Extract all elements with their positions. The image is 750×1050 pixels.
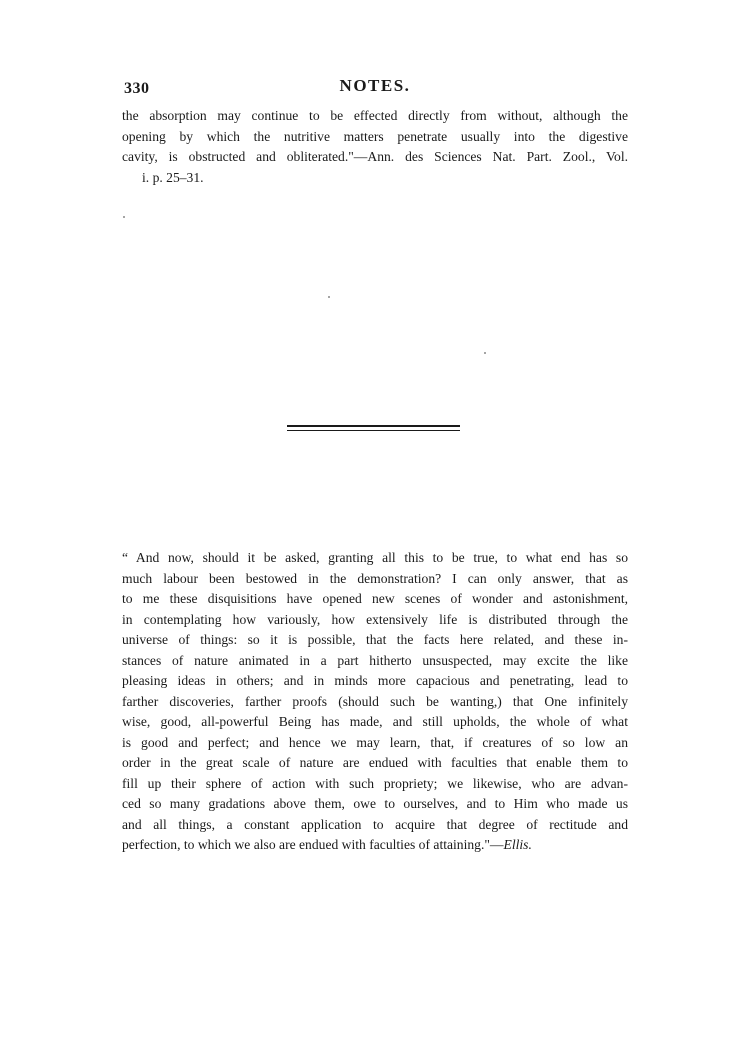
text-line-final xyxy=(122,835,628,856)
text-line: “ And now, should it be asked, granting all this to be true, to what end has so xyxy=(122,550,628,565)
paper-speck xyxy=(484,352,486,354)
quote-closing-text: perfection, to which we also are endued with faculties of attaining."— xyxy=(122,837,504,852)
text-line: in contemplating how variously, how extensively life is distributed through the xyxy=(122,611,628,627)
text-line: and all things, a constant application to acquire that degree of rectitude and xyxy=(122,816,628,832)
text-line: i. p. 25–31. xyxy=(142,169,204,185)
text-line: is good and perfect; and hence we may learn, that, if creatures of so low an xyxy=(122,734,628,750)
text-line: pleasing ideas in others; and in minds more capacious and penetrating, lead to xyxy=(122,673,628,688)
text-line: ced so many gradations above them, owe to ourselves, and to Him who made us xyxy=(122,796,628,811)
paper-speck xyxy=(123,216,125,218)
text-line: fill up their sphere of action with such propriety; we likewise, who are advan- xyxy=(122,775,628,791)
text-line: much labour been bestowed in the demonstration? I can only answer, that as xyxy=(122,570,628,586)
section-divider-thick xyxy=(287,425,460,427)
text-line: wise, good, all-powerful Being has made, and still upholds, the whole of what xyxy=(122,714,628,729)
text-line: stances of nature animated in a part hitherto unsuspected, may excite the like xyxy=(122,652,628,668)
text-line: the absorption may continue to be effected directly from without, although the xyxy=(122,108,628,123)
text-line: opening by which the nutritive matters penetrate usually into the digestive xyxy=(122,128,628,144)
section-divider-thin xyxy=(287,430,460,431)
running-head: NOTES. xyxy=(339,76,411,95)
text-line: cavity, is obstructed and obliterated."—Ann. des Sciences Nat. Part. Zool., Vol. xyxy=(122,149,628,164)
page-number: 330 xyxy=(124,80,150,97)
ellis-quotation xyxy=(122,548,628,856)
attribution: Ellis. xyxy=(503,837,532,852)
text-line: universe of things: so it is possible, that the facts here related, and these in- xyxy=(122,632,628,647)
footnote-continuation xyxy=(122,106,628,188)
text-line: order in the great scale of nature are endued with faculties that enable them to xyxy=(122,755,628,770)
text-line: to me these disquisitions have opened new scenes of wonder and astonishment, xyxy=(122,591,628,606)
paper-speck xyxy=(328,296,330,298)
text-line: farther discoveries, farther proofs (should such be wanting,) that One infinitely xyxy=(122,693,628,709)
